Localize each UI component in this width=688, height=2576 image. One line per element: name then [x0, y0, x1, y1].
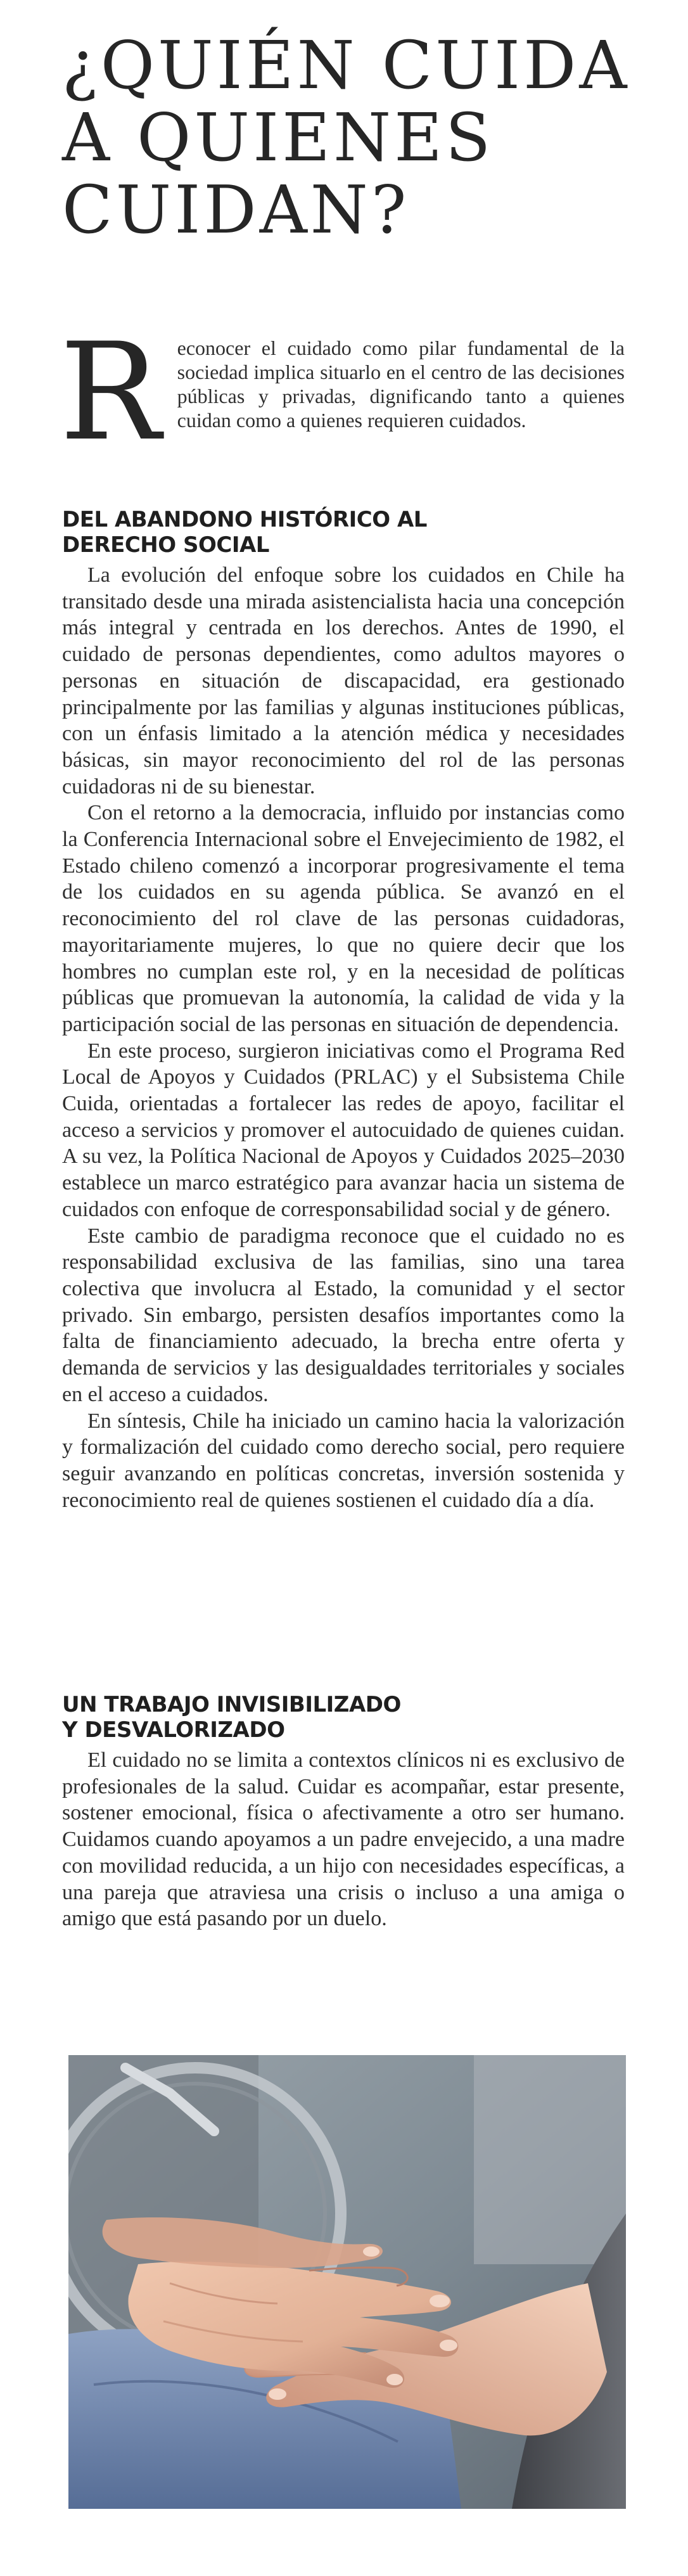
body-paragraph: Con el retorno a la democracia, influido por instancias como la Conferencia Internacional sobre el Envejecimiento de 1982, el Estado chileno comenzó a incorporar progresivamente el tema de los cuidados en su agenda pública. Se avanzó en el reconocimiento del rol clave de las personas cuidadoras, mayoritariamente mujeres, lo que no quiere decir que los hombres no cumplan este rol, y en la necesidad de políticas públicas que promuevan la autonomía, la calidad de vida y la participación social de las personas en situación de dependencia.: [62, 801, 625, 1036]
section-heading-line: UN TRABAJO INVISIBILIZADO: [62, 1692, 401, 1717]
body-paragraph: La evolución del enfoque sobre los cuidados en Chile ha transitado desde una mirada asistencialista hacia una concepción más integral y centrada en los derechos. Antes de 1990, el cuidado de personas dependientes, como adultos mayores o personas en situación de discapacidad, era gestionado principalmente por las familias y algunas instituciones públicas, con un énfasis limitado a la atención médica y necesidades básicas, sin mayor reconocimiento del rol de las personas cuidadoras ni de su bienestar.: [62, 563, 625, 798]
body-paragraph: En este proceso, surgieron iniciativas como el Programa Red Local de Apoyos y Cuidados (PRLAC) y el Subsistema Chile Cuida, orientadas a fortalecer las redes de apoyo, facilitar el acceso a servicios y promover el autocuidado de quienes cuidan. A su vez, la Política Nacional de Apoyos y Cuidados 2025–2030 establece un marco estratégico para avanzar hacia un sistema de cuidados con enfoque de corresponsabilidad social y de género.: [62, 1039, 625, 1221]
drop-cap: R: [60, 314, 161, 470]
section-heading-line: DERECHO SOCIAL: [62, 532, 269, 558]
title-line: ¿QUIÉN CUIDA: [62, 27, 630, 104]
fingernail: [430, 2295, 450, 2307]
title-line: CUIDAN?: [62, 171, 410, 248]
article-title: [62, 29, 632, 246]
hands-illustration: [68, 2055, 626, 2509]
body-paragraph: El cuidado no se limita a contextos clínicos ni es exclusivo de profesionales de la salud. Cuidar es acompañar, estar presente, sostener emocional, física o afectivamente a otro ser humano. Cuidamos cuando apoyamos a un padre envejecido, a una madre con movilidad reducida, a un hijo con necesidades específicas, a una pareja que atraviesa una crisis o incluso a una amiga o amigo que está pasando por un duelo.: [62, 1748, 625, 1931]
section-heading-line: DEL ABANDONO HISTÓRICO AL: [62, 507, 427, 532]
caregiver-hands-photo: [68, 2055, 626, 2509]
lead-text: econocer el cuidado como pilar fundamental de la sociedad implica situarlo en el centro de las decisiones públicas y privadas, dignificando tanto a quienes cuidan como a quienes requieren cuidados.: [177, 336, 625, 432]
section-body: [62, 1747, 625, 1932]
section-heading: [62, 507, 620, 558]
title-line: A QUIENES: [62, 99, 494, 176]
section-heading-line: Y DESVALORIZADO: [62, 1717, 285, 1743]
fingernail: [269, 2388, 286, 2400]
body-paragraph: En síntesis, Chile ha iniciado un camino hacia la valorización y formalización del cuidado como derecho social, pero requiere seguir avanzando en políticas concretas, inversión sostenida y reconocimiento real de quienes sostienen el cuidado día a día.: [62, 1409, 625, 1512]
section-heading: [62, 1692, 620, 1743]
lead-paragraph: [60, 314, 625, 470]
fingernail: [386, 2374, 403, 2385]
fingernail: [440, 2340, 457, 2351]
section-body: [62, 562, 625, 1513]
fingernail: [363, 2246, 379, 2257]
body-paragraph: Este cambio de paradigma reconoce que el cuidado no es responsabilidad exclusiva de las familias, sino una tarea colectiva que involucra al Estado, la comunidad y el sector privado. Sin embargo, persisten desafíos importantes como la falta de financiamiento adecuado, la brecha entre oferta y demanda de servicios y las desigualdades territoriales y sociales en el acceso a cuidados.: [62, 1224, 625, 1406]
blur-shape: [474, 2055, 626, 2264]
